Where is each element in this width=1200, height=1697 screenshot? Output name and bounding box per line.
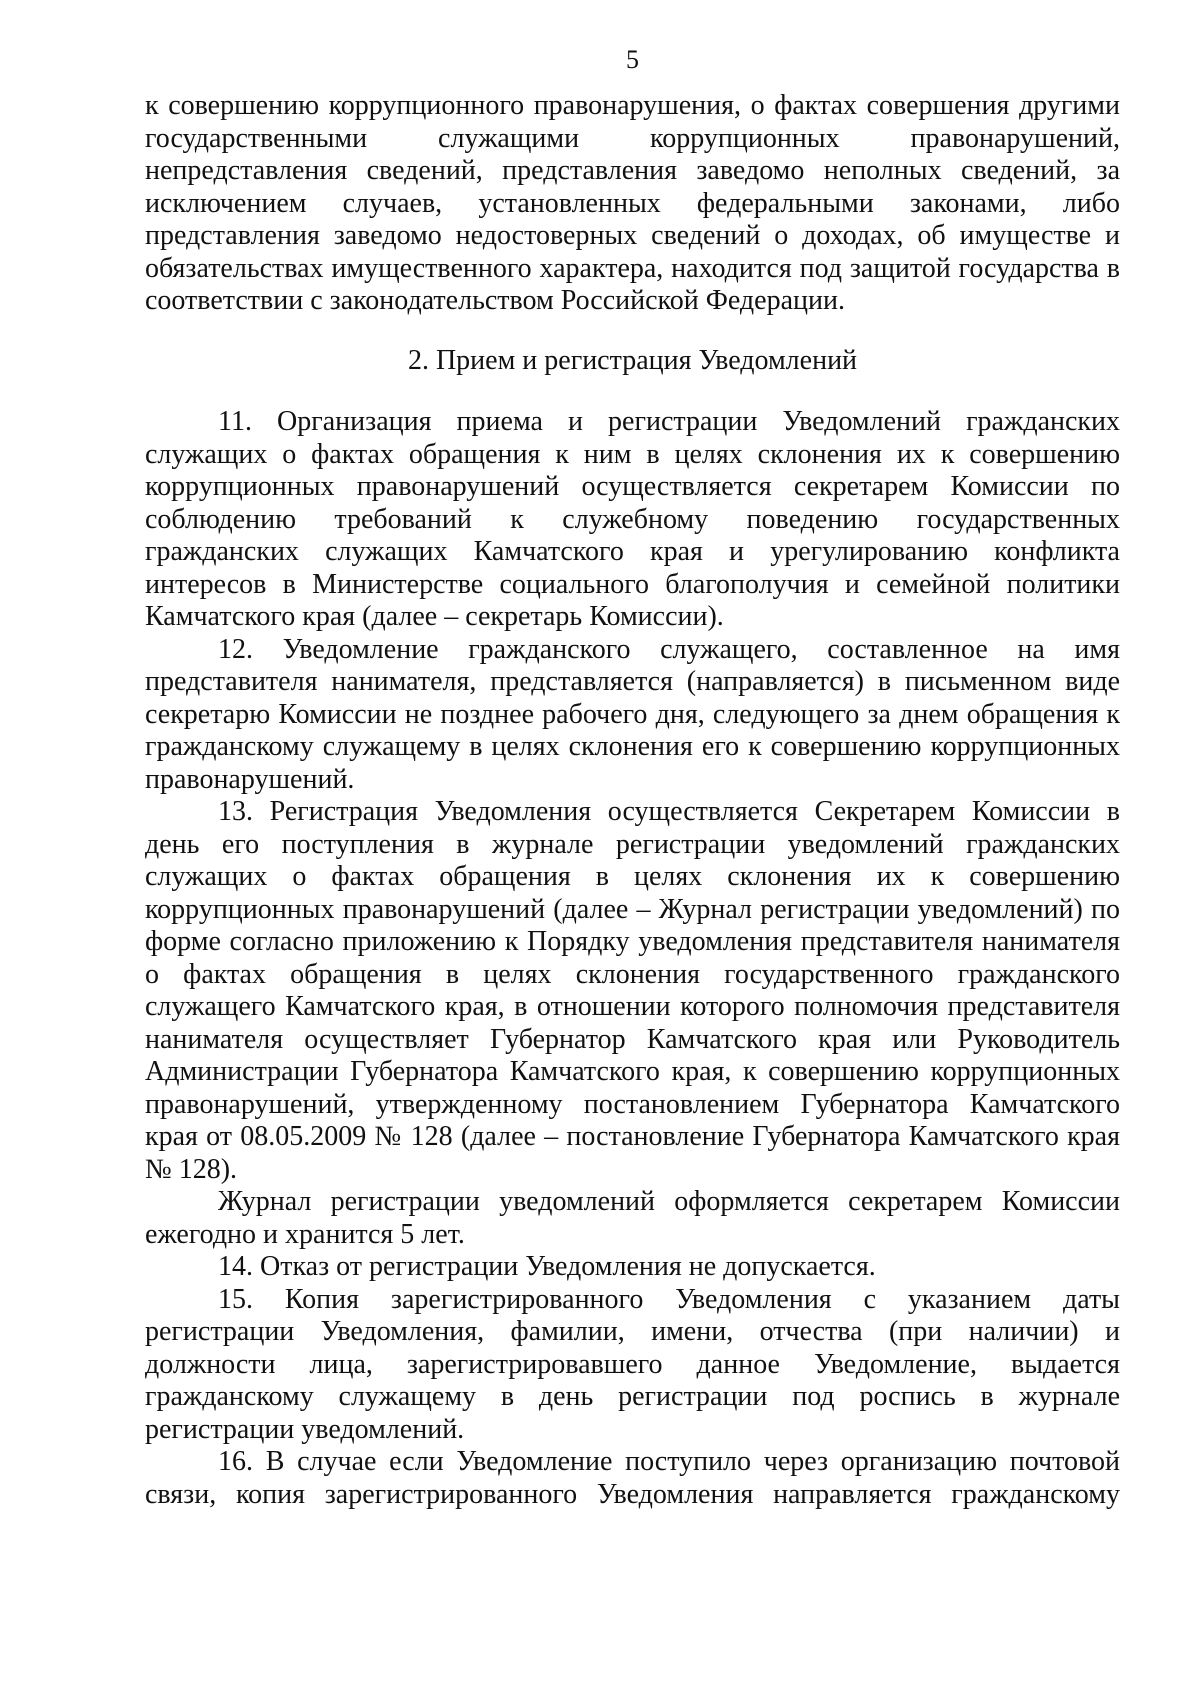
continuation-paragraph: к совершению коррупционного правонарушения, о фактах совершения другими государственными служащими коррупционных правонарушений, непредставления сведений, представления заведомо неполных сведений, за исключением случаев, установленных федеральными законами, либо представления заведомо недостоверных сведений о доходах, об имуществе и обязательствах имущественного характера, находится под защитой государства в соответствии с законодательством Российской Федерации. xyxy=(145,90,1120,316)
paragraph-14: 14. Отказ от регистрации Уведомления не допускается. xyxy=(218,1251,876,1282)
paragraph-12: 12. Уведомление гражданского служащего, составленное на имя представителя нанимателя, представляется (направляется) в письменном виде секретарю Комиссии не позднее рабочего дня, следующего за днем обращения к гражданскому служащему в целях склонения его к совершению коррупционных правонарушений. xyxy=(145,633,1120,795)
paragraph-15: 15. Копия зарегистрированного Уведомления с указанием даты регистрации Уведомления, фамилии, имени, отчества (при наличии) и должности лица, зарегистрировавшего данное Уведомление, выдается гражданскому служащему в день регистрации под роспись в журнале регистрации уведомлений. xyxy=(145,1283,1120,1445)
section-heading: 2. Прием и регистрация Уведомлений xyxy=(407,344,858,376)
paragraph-16: 16. В случае если Уведомление поступило через организацию почтовой связи, копия зарегистрированного Уведомления направляется гражданскому xyxy=(145,1446,1120,1510)
document-page xyxy=(145,44,1120,1511)
paragraph-11: 11. Организация приема и регистрации Уведомлений гражданских служащих о фактах обращения к ним в целях склонения их к совершению коррупционных правонарушений осуществляется секретарем Комиссии по соблюдению требований к служебному поведению государственных гражданских служащих Камчатского края и урегулированию конфликта интересов в Министерстве социального благополучия и семейной политики Камчатского края (далее – секретарь Комиссии). xyxy=(145,406,1120,632)
page-number: 5 xyxy=(626,45,639,74)
paragraph-journal: Журнал регистрации уведомлений оформляется секретарем Комиссии ежегодно и хранится 5 лет. xyxy=(145,1186,1120,1250)
paragraph-13: 13. Регистрация Уведомления осуществляется Секретарем Комиссии в день его поступления в журнале регистрации уведомлений гражданских служащих о фактах обращения в целях склонения их к совершению коррупционных правонарушений (далее – Журнал регистрации уведомлений) по форме согласно приложению к Порядку уведомления представителя нанимателя о фактах обращения в целях склонения государственного гражданского служащего Камчатского края, в отношении которого полномочия представителя нанимателя осуществляет Губернатор Камчатского края или Руководитель Администрации Губернатора Камчатского края, к совершению коррупционных правонарушений, утвержденному постановлением Губернатора Камчатского края от 08.05.2009 № 128 (далее – постановление Губернатора Камчатского края № 128). xyxy=(145,796,1120,1185)
